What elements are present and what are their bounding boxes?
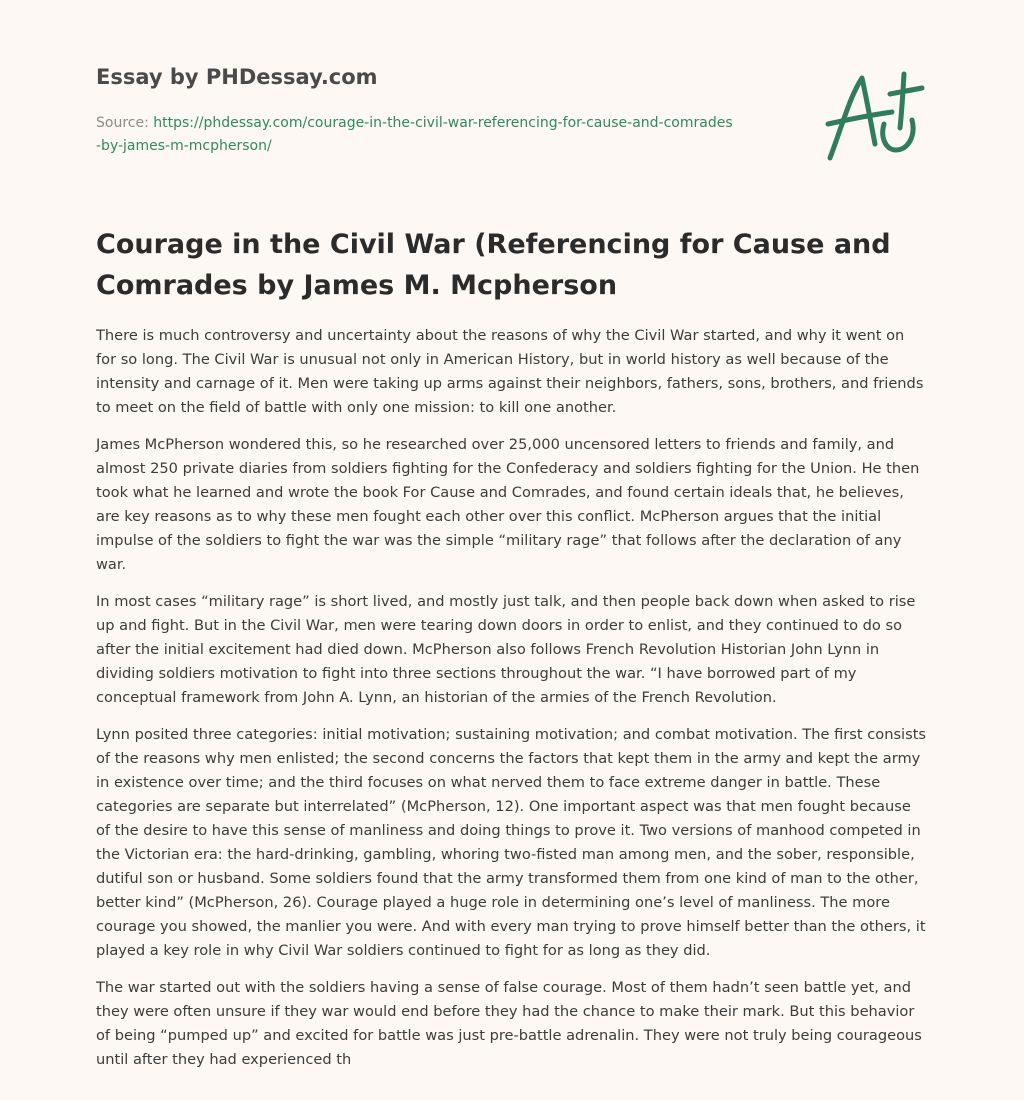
site-brand: Essay by PHDessay.com (96, 65, 378, 89)
source-line (96, 112, 736, 158)
essay-paragraph: There is much controversy and uncertainty about the reasons of why the Civil War started, and why it went on for so long. The Civil War is unusual not only in American History, but in world history as well because of the intensity and carnage of it. Men were taking up arms against their neighbors, fathers, sons, brothers, and friends to meet on the field of battle with only one mission: to kill one another. (96, 327, 924, 416)
essay-title: Courage in the Civil War (Referencing for Cause and Comrades by James M. Mcpherson (96, 229, 891, 301)
source-link[interactable]: https://phdessay.com/courage-in-the-civil-war-referencing-for-cause-and-comrades-by-james-m-mcpherson/ (96, 115, 733, 154)
a-plus-logo-icon (820, 66, 930, 166)
essay-paragraph: The war started out with the soldiers having a sense of false courage. Most of them hadn’t seen battle yet, and they were often unsure if they war would end before they had the chance to make their mark. But this behavior of being “pumped up” and excited for battle was just pre-battle adrenalin. They were not truly being courageous until after they had experienced th (96, 979, 922, 1068)
essay-paragraph: In most cases “military rage” is short lived, and mostly just talk, and then people back down when asked to rise up and fight. But in the Civil War, men were tearing down doors in order to enlist, and they continued to do so after the initial excitement had died down. McPherson also follows French Revolution Historian John Lynn in dividing soldiers motivation to fight into three sections throughout the war. “I have borrowed part of my conceptual framework from John A. Lynn, an historian of the armies of the French Revolution. (96, 593, 916, 706)
site-header (96, 62, 796, 158)
essay-paragraph: James McPherson wondered this, so he researched over 25,000 uncensored letters to friends and family, and almost 250 private diaries from soldiers fighting for the Confederacy and soldiers fighting for the Union. He then took what he learned and wrote the book For Cause and Comrades, and found certain ideals that, he believes, are key reasons as to why these men fought each other over this conflict. McPherson argues that the initial impulse of the soldiers to fight the war was the simple “military rage” that follows after the declaration of any war. (96, 436, 920, 573)
essay-paragraph: Lynn posited three categories: initial motivation; sustaining motivation; and combat motivation. The first consists of the reasons why men enlisted; the second concerns the factors that kept them in the army and kept the army in existence over time; and the third focuses on what nerved them to face extreme danger in battle. These categories are separate but interrelated” (McPherson, 12). One important aspect was that men fought because of the desire to have this sense of manliness and doing things to prove it. Two versions of manhood competed in the Victorian era: the hard-drinking, gambling, whoring two-fisted man among men, and the sober, responsible, dutiful son or husband. Some soldiers found that the army transformed them from one kind of man to the other, better kind” (McPherson, 26). Courage played a huge role in determining one’s level of manliness. The more courage you showed, the manlier you were. And with every man trying to prove himself better than the others, it played a key role in why Civil War soldiers continued to fight for as long as they did. (96, 726, 927, 959)
essay-body (96, 324, 928, 1085)
source-label: Source: (96, 115, 154, 131)
